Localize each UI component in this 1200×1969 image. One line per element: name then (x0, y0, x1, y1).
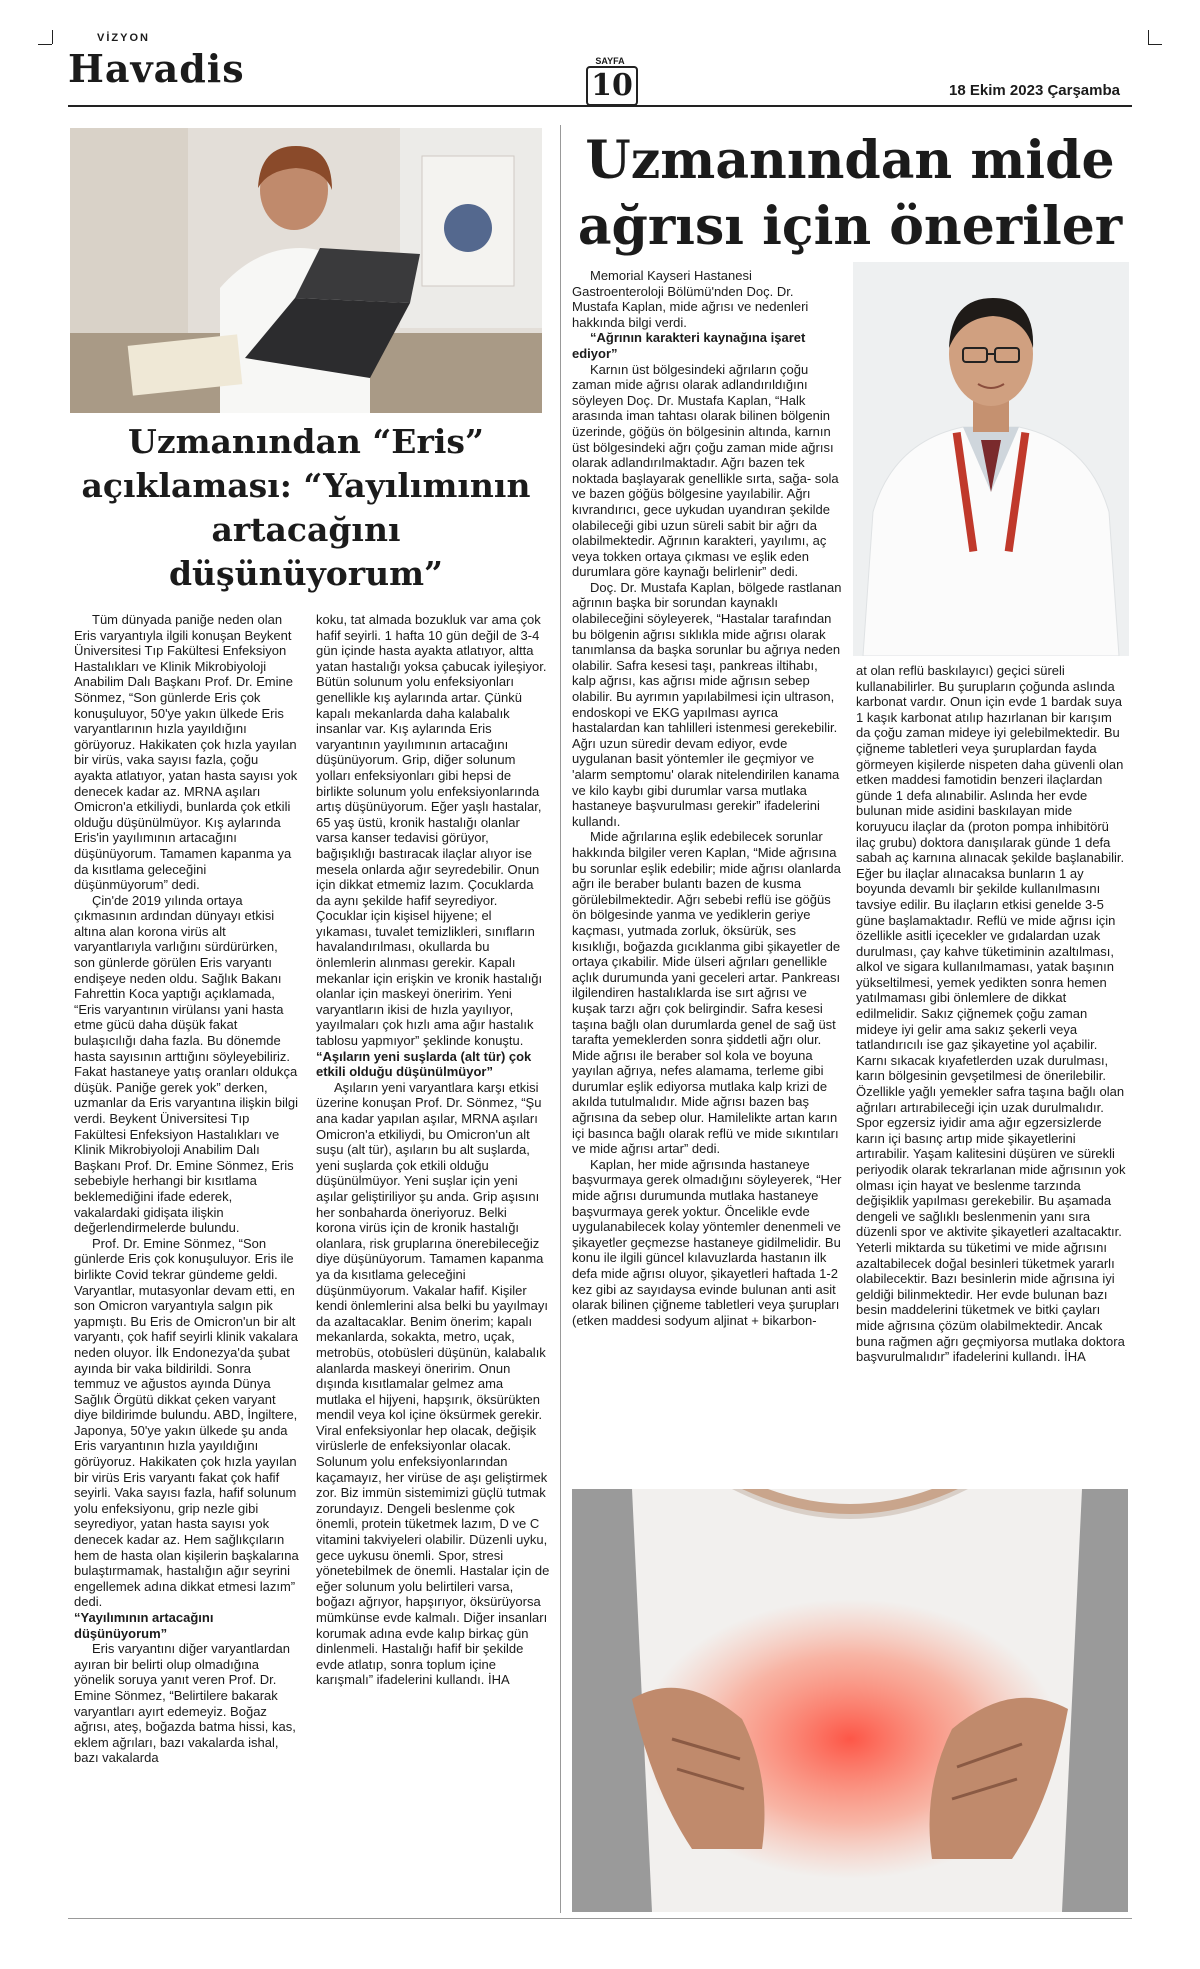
photo-doctor-portrait (853, 262, 1129, 656)
article1-subheading: “Yayılımının artacağını düşünüyorum” (74, 1610, 214, 1641)
article1-paragraph: Tüm dünyada paniğe neden olan Eris varyantıyla ilgili konuşan Beykent Üniversitesi Tıp Fakültesi Enfeksiyon Hastalıkları ve Klinik Mikrobiyoloji Anabilim Dalı Başkanı Prof. Dr. Emine Sönmez, “Son günlerde Eris çok konuşuluyor, 50'ye yakın ülkede Eris varyantlarının hızla yayıldığını görüyoruz. Hakikaten çok hızla yayılan bir virüs, vaka sayısı fazla, çoğu ayakta atlatıyor, yatan hasta sayısı yok denecek kadar az. MRNA aşıları Omicron'a etkiliydi, bunlarda çok etkili olduğu düşünülmüyor. Kış aylarında Eris'in yayılımının artacağını düşünüyorum. Tamamen kapanma ya da kısıtlama geleceğini düşünmüyorum” dedi. (74, 612, 298, 893)
article2-paragraph: at olan reflü baskılayıcı) geçici süreli kullanabilirler. Bu şurupların çoğunda aslında karbonat vardır. Onun için evde 1 bardak suya 1 kaşık karbonat atılıp hazırlanan bir karışım da çoğu zaman mideye iyi gelebilmektedir. Bu çiğneme tabletleri veya şuruplardan fayda görmeyen kişilerde nispeten daha güvenli olan etken maddesi famotidin benzeri ilaçlardan günde 1 defa alınabilir. Aslında her evde bulunan mide asidini baskılayan mide koruyucu ilaçlar da (proton pompa inhibitörü ilaç grubu) doktora danışılarak günde 1 defa sabah aç karnına alınacak şekilde başlanabilir. Eğer bu ilaçlar alınacaksa bunların 1 ay boyunda devamlı bir şekilde kullanılmasını tavsiye edilir. Bu ilaçların etkisi genelde 3-5 güne başlamaktadır. Reflü ve mide ağrısı için özellikle asitli içecekler ve gıdalardan uzak durulması, çay kahve tüketiminin azaltılması, alkol ve sigara kullanılmaması, yatak başının yükseltilmesi, yemek yedikten sonra hemen yatılmaması gibi önlemlere de dikkat edilmelidir. Sakız çiğnemek çoğu zaman mideye iyi gelir ama sakız şekerli veya tatlandırıcılı ise gaz şikayetine yol açabilir. Karnı sıkacak kıyafetlerden uzak durulması, karın bölgesinin gevşetilmesi de önerilebilir. Özellikle yağlı yemekler safra taşına bağlı olan ağrıları artırabileceği için uzak durulmalıdır. Spor egzersiz iyidir ama ağır egzersizlerde karın içi basınç artıp mide şikayetlerini artırabilir. Yaşam kalitesini düşüren ve sürekli periyodik olarak tekrarlanan mide ağrısının yok olması için hayat ve beslenme tarzında değişiklik yapılması gerekebilir. Bu aşamada dengeli ve sağlıklı beslenmenin yanı sıra düzenli spor ve aktivite şikayetleri azaltacaktır. Yeterli miktarda su tüketimi ve mide ağrısını azaltabilecek doğal besinleri tüketmek yararlı olabilecektir. Bazı besinlerin mide ağrısına iyi geldiği bilinmektedir. Her evde bulunan bazı besin maddelerini tüketmek ve bitki çayları mide ağrısına çözüm olabilmektedir. Ancak buna rağmen ağrı geçmiyorsa mutlaka doktora başvurulmalıdır” ifadelerini kullandı. İHA (856, 663, 1126, 1365)
column-divider (560, 125, 561, 1913)
article2-paragraph: Mide ağrılarına eşlik edebilecek sorunlar hakkında bilgiler veren Kaplan, “Mide ağrısına bu sorunlar eşlik edebilir; mide ağrısı olanlarda ağrı ile beraber bulantı bazen de kusma görülebilmektedir. Ağrı sebebi reflü ise göğüs ön bölgesinde yanma ve yediklerin geriye kaçması, yutmada zorluk, öksürük, ses kısıklığı, boğazda gıcıklanma gibi şikayetler de ortaya çıkabilir. Mide ülseri ağrıları genellikle açlık durumunda yani geceleri artar. Pankreası ilgilendiren hastalıklarda ise sırt ağrısı ve kuşak tarzı ağrı çok belirgindir. Safra kesesi taşına bağlı olan durumlarda genel de sağ üst tarafta yemeklerden sonra şiddetli ağrı olur. Mide ağrısı ile beraber sol kola ve boyuna yayılan ağrıya, nefes alamama, terleme gibi durumlar eşlik ediyorsa mutlaka kalp krizi de akılda tutulmalıdır. Mide ağrısı bazen baş ağrısına da sebep olur. Hamilelikte artan karın içi basınca bağlı olarak reflü ve mide sıkıntıları ve mide ağrısı artar” dedi. (572, 829, 841, 1157)
article2-column-2 (856, 663, 1128, 1365)
article2-paragraph: Doç. Dr. Mustafa Kaplan, bölgede rastlanan ağrının başka bir sorundan kaynaklı olabileceğini söyleyerek, “Hastalar tarafından bu bölgenin ağrısı sıklıkla mide ağrısı olarak tanımlansa da başka sorunlar bu ağrıya neden olabilir. Safra kesesi taşı, pankreas iltihabı, kalp ağrısı, kas ağrısı mide ağrısın sebep olabilir. Bu ayrımın yapılabilmesi için ultrason, endoskopi ve EKG yapılması ayrıca hastalardan kan tahlilleri istenmesi gerekebilir. Ağrı uzun süredir devam ediyor, evde uygulanan basit yöntemler ile geçmiyor ve 'alarm semptomu' olarak nitelendirilen kanama ve kilo kaybı gibi durumlar varsa mutlaka hastaneye başvurulması gerekir” ifadelerini kullandı. (572, 579, 842, 829)
article1-headline: Uzmanından “Eris” açıklaması: “Yayılımının artacağını düşünüyorum” (81, 422, 531, 593)
crop-mark (38, 44, 52, 45)
page-label: SAYFA (595, 56, 625, 66)
masthead-logo: Havadis (68, 46, 245, 91)
photo-stomach-pain (572, 1489, 1128, 1912)
issue-date: 18 Ekim 2023 Çarşamba (949, 82, 1120, 99)
footer-rule (68, 1918, 1132, 1919)
crop-mark (1148, 30, 1149, 44)
masthead-logo-small: VİZYON (97, 32, 150, 44)
crop-mark (52, 30, 53, 44)
article1-paragraph: Prof. Dr. Emine Sönmez, “Son günlerde Eris çok konuşuluyor. Eris ile birlikte Covid tekrar gündeme geldi. Varyantlar, mutasyonlar devam etti, en son Omicron varyantıyla salgın pik yapmıştı. Bu Eris de Omicron'un bir alt varyantı, çok hafif seyirli klinik vakalara neden oluyor. İlk Endonezya'da şubat ayında bir vaka bildirildi. Sonra temmuz ve ağustos ayında Dünya Sağlık Örgütü dikkat çeken varyant diye bildirimde bulundu. ABD, İngiltere, Japonya, 50'ye yakın ülkede şu anda Eris varyantının hızla yayıldığını görüyoruz. Hakikaten çok hızla yayılan bir virüs Eris varyantı fakat çok hafif seyirli. Vaka sayısı fazla, hafif solunum yolu enfeksiyonu, grip nezle gibi seyrediyor, yatan hasta sayısı yok denecek kadar az. Hem sağlıkçıların hem de hasta olan kişilerin başkalarına bulaştırmamak, hastalığın ağır seyrini engellemek adına dikkat etmesi lazım” dedi. (74, 1235, 299, 1610)
article2-subheading: “Ağrının karakteri kaynağına işaret ediyor” (572, 330, 806, 361)
article2-paragraph: Memorial Kayseri Hastanesi Gastroenteroloji Bölümü'nden Doç. Dr. Mustafa Kaplan, mide ağrısı ve nedenleri hakkında bilgi verdi. (572, 268, 809, 330)
article2-paragraph: Karnın üst bölgesindeki ağrıların çoğu zaman mide ağrısı olarak adlandırıldığını söyleyen Doç. Dr. Mustafa Kaplan, “Halk arasında iman tahtası olarak bilinen bölgenin üzerinde, göğüs ön bölgesinin altında, karnın üst bölgesindeki ağrı çoğu zaman mide ağrısı olarak adlandırılmaktadır. Ağrı bazen tek noktada başlayarak genellikle sırta, sağa- sola ve bazen göğüs bölgesine yayılabilir. Ağrı kıvrandırıcı, gece uykudan uyandıran şekilde olabileceği gibi uzun süreli sabit bir ağrı da olabilmektedir. Ağrının karakteri, yayılımı, aç veya tokken ortaya çıkması ve eşlik eden durumlara göre kaynağı belirlenir” dedi. (572, 361, 839, 580)
article1-paragraph: Çin'de 2019 yılında ortaya çıkmasının ardından dünyayı etkisi altına alan korona virüs alt varyantlarıyla varlığını sürdürürken, son günlerde görülen Eris varyantı endişeye neden oldu. Sağlık Bakanı Fahrettin Koca yaptığı açıklamada, “Eris varyantının virülansı yani hasta etme gücü daha düşük fakat bulaşıcılığı daha fazla. Bu dönemde hasta sayısının arttığını söyleyebiliriz. Fakat hastaneye yatış oranları oldukça düşük. Paniğe gerek yok” derken, uzmanlar da Eris varyantına ilişkin bilgi verdi. Beykent Üniversitesi Tıp Fakültesi Enfeksiyon Hastalıkları ve Klinik Mikrobiyoloji Anabilim Dalı Başkanı Prof. Dr. Emine Sönmez, Eris sebebiyle herhangi bir kısıtlama beklemediğini ifade ederek, vakalardaki gidişata ilişkin değerlendirmelerde bulundu. (74, 892, 298, 1236)
article2-headline: Uzmanından mide ağrısı için öneriler (577, 130, 1123, 257)
article1-paragraph: Aşıların yeni varyantlara karşı etkisi üzerine konuşan Prof. Dr. Sönmez, “Şu ana kadar yapılan aşılar, MRNA aşıları Omicron'a etkiliydi, bu Omicron'un alt suşu (alt tür), aşıların bu alt suşlarda, yeni suşlarda çok etkili olduğu düşünülmüyor. Yeni suşlar için yeni aşılar geliştiriliyor şu anda. Grip aşısını her sonbaharda öneriyoruz. Belki korona virüs için de kronik hastalığı olanlara, risk gruplarına önerebileceğiz diye düşünüyorum. Tamamen kapanma ya da kısıtlama geleceğini düşünmüyorum. Vakalar hafif. Kişiler kendi önlemlerini alsa belki bu yayılmayı da azaltacaklar. Benim önerim; kapalı mekanlarda, sokakta, metro, uçak, metrobüs, otobüsleri düşünün, kalabalık alanlarda maskeyi öneririm. Onun dışında kısıtlamalar gelmez ama mutlaka el hijyeni, hapşırık, öksürükten mendil veya kol içine öksürmek gerekir. Viral enfeksiyonlar hep olacak, değişik virüslerle de enfeksiyonlar olacak. Solunum yolu enfeksiyonlarından kaçamayız, her virüse de aşı geliştirmek zor. Biz immün sistemimizi güçlü tutmak zorundayız. Dengeli beslenme çok önemli, protein tüketmek lazım, D ve C vitamini takviyeleri olabilir. Düzenli uyku, gece uykusu önemli. Spor, stresi yönetebilmek de önemli. Hastalar için de eğer solunum yolu belirtileri varsa, boğazı ağrıyor, hapşırıyor, öksürüyorsa mümkünse evde kalmalı. Diğer insanları korumak adına evde kalıp birkaç gün dinlenmeli. Hastalığı hafif bir şekilde evde atlatıp, sonra toplum içine karışmalı” ifadelerini kullandı. İHA (316, 1079, 550, 1688)
article2-column-1 (572, 268, 842, 1328)
header-rule (68, 105, 1132, 107)
article1-paragraph: Eris varyantını diğer varyantlardan ayıran bir belirti olup olmadığına yönelik soruya yanıt veren Prof. Dr. Emine Sönmez, “Belirtilere bakarak varyantları ayırt edemeyiz. Boğaz ağrısı, ateş, boğazda batma hissi, kas, eklem ağrıları, bazı vakalarda ishal, bazı vakalarda (74, 1641, 296, 1766)
photo-doctor-laptop (70, 128, 542, 413)
article1-column-2 (316, 612, 550, 1688)
page-number: 10 (586, 66, 638, 106)
article1-paragraph: koku, tat almada bozukluk var ama çok hafif seyirli. 1 hafta 10 gün değil de 3-4 gün içinde hasta ayakta atlatıyor, altta yatan hastalığı yoksa çabucak iyileşiyor. Bütün solunum yolu enfeksiyonları genellikle kış aylarında artar. Çünkü kapalı mekanlarda daha kalabalık insanlar var. Kış aylarında Eris varyantının yayılımının artacağını düşünüyorum. Grip, diğer solunum yolları enfeksiyonları gibi hepsi de birlikte solunum yolu enfeksiyonlarında artış düşünüyorum. Eğer yaşlı hastalar, 65 yaş üstü, kronik hastalığı olanlar varsa kanser tedavisi görüyor, bağışıklığı bastıracak ilaçlar alıyor ise mesela onlarda ağır seyredebilir. Onun için dikkat etmemiz lazım. Çocuklarda da aynı şekilde hafif seyrediyor. Çocuklar için kişisel hijyene; el yıkaması, tuvalet temizlikleri, sınıfların havalandırılması, okullarda bu önlemlerin alınması gerekir. Kapalı mekanlar için erişkin ve kronik hastalığı olanlar için maskeyi öneririm. Yeni varyantların ikisi de hızla yayılıyor, yayılmaları çok hızlı ama ağır hastalık tablosu yapmıyor” şeklinde konuştu. (316, 612, 547, 1049)
article1-column-1 (74, 612, 300, 1766)
article2-paragraph: Kaplan, her mide ağrısında hastaneye başvurmaya gerek olmadığını söyleyerek, “Her mide ağrısı durumunda mutlaka hastaneye başvurmaya gerek yoktur. Öncelikle evde uygulanabilecek kolay yöntemler denenmeli ve şikayetler geçmezse hastaneye gidilmelidir. Bu konu ile ilgili güncel kılavuzlarda hastanın ilk defa mide ağrısı oluyor, şikayetleri haftada 1-2 kez gibi az sayıdaysa evinde bulunan anti asit olarak bilinen çiğneme tabletleri veya şurupları (etken maddesi sodyum aljinat + bikarbon- (572, 1156, 842, 1328)
article1-subheading: “Aşıların yeni suşlarda (alt tür) çok etkili olduğu düşünülmüyor” (316, 1048, 532, 1080)
crop-mark (1148, 44, 1162, 45)
